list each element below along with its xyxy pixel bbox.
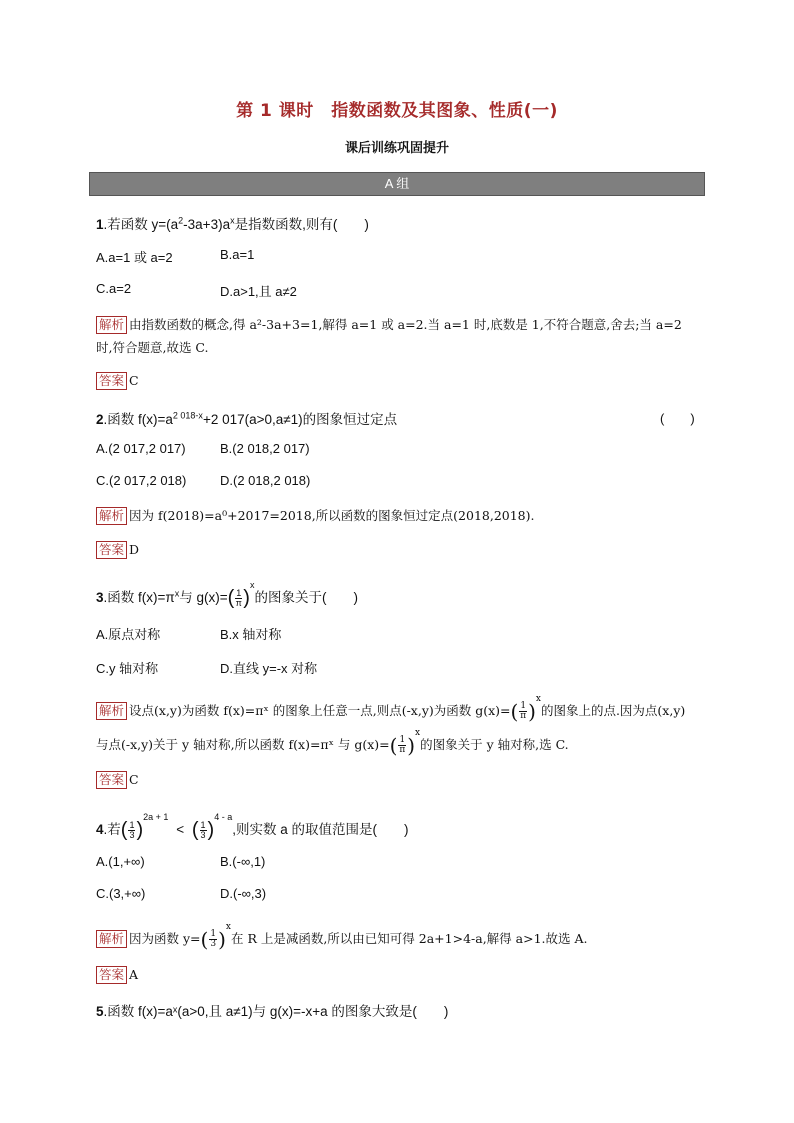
question-3: 3.函数 $f(x)=\pi^x$与 g(x)=( $\frac{1}{\pi}$ )$^x$的图象关于( ): [96, 580, 358, 609]
option-d[interactable]: D.直线 y=-x 对称: [220, 661, 318, 676]
question-number: 5: [96, 1004, 104, 1019]
answer-tag: 答案: [96, 541, 127, 559]
question-number: 4: [96, 822, 104, 837]
analysis-3: 解析 设点(x,y)为函数 f(x)=πˣ 的图象上任意一点,则点(-x,y)为函数 g(x)=( $\frac{1}{\pi}$ )$^x$的图象上的点.因为点(x,y): [96, 694, 685, 724]
option-d[interactable]: D.(2 018,2 018): [220, 473, 311, 488]
analysis-text: 由指数函数的概念,得 a²-3a+3=1,解得 a=1 或 a=2.当 a=1 时,底数是 1,不符合题意,舍去;当 a=2: [129, 317, 682, 332]
analysis-1: [96, 315, 682, 334]
analysis-1-cont: 时,符合题意,故选 C.: [96, 340, 209, 355]
question-text-part: .函数 f(x)=aˣ(a>0,且 a≠1)与 g(x)=-x+a 的图象大致是( ): [103, 1004, 449, 1019]
question-text-part: +2 017(a>0,a≠1)的图象恒过定点: [202, 412, 398, 427]
option-a[interactable]: A.a=1 或 a=2: [96, 250, 173, 265]
question-text-part: ,则实数 a 的取值范围是( ): [232, 822, 409, 837]
group-header: A 组: [89, 172, 705, 196]
question-text-part: 的图象关于( ): [254, 590, 358, 605]
question-text-part: -3a+3)a: [183, 217, 231, 232]
analysis-text: 因为函数 y=: [129, 931, 201, 946]
answer-value: C: [129, 772, 139, 787]
answer-value: D: [129, 542, 140, 557]
fraction: $\frac{1}{\pi}$: [235, 587, 242, 608]
question-text-part: .若: [103, 822, 121, 837]
question-number: 3: [96, 590, 104, 605]
analysis-text: 在 R 上是减函数,所以由已知可得 2a+1>4-a,解得 a>1.故选 A.: [230, 931, 588, 946]
option-c[interactable]: C.(2 017,2 018): [96, 473, 187, 488]
question-text-part: .函数 f(x)=a: [103, 412, 173, 427]
question-4: 4.若( $\frac{1}{3}$ )$^{2a + 1}$ < ( $\frac{1}{3}$ )$^{4 - a}$,则实数 a 的取值范围是( ): [96, 812, 409, 841]
answer-1: [96, 372, 139, 390]
answer-2: [96, 541, 139, 559]
question-number: 1: [96, 217, 104, 232]
question-number: 2: [96, 412, 104, 427]
exponent: 2 018-x: [172, 410, 203, 421]
option-b[interactable]: B.(-∞,1): [220, 854, 266, 869]
option-c[interactable]: C.y 轴对称: [96, 661, 159, 676]
answer-tag: 答案: [96, 771, 127, 789]
option-c[interactable]: C.a=2: [96, 281, 132, 296]
answer-tag: 答案: [96, 372, 127, 390]
option-b[interactable]: B.x 轴对称: [220, 627, 282, 642]
analysis-3-cont: 与点(-x,y)关于 y 轴对称,所以函数 f(x)=πˣ 与 g(x)=( $\frac{1}{\pi}$ )$^x$的图象关于 y 轴对称,选 C.: [96, 728, 569, 758]
question-text-part: 与 g(x)=: [179, 590, 228, 605]
analysis-text: 的图象上的点.因为点(x,y): [540, 703, 686, 718]
answer-value: A: [129, 967, 139, 982]
question-text-part: .若函数 y=(a: [103, 217, 179, 232]
question-text-part: 是指数函数,则有( ): [234, 217, 369, 232]
option-c[interactable]: C.(3,+∞): [96, 886, 146, 901]
option-a[interactable]: A.(1,+∞): [96, 854, 145, 869]
analysis-tag: 解析: [96, 316, 127, 334]
analysis-text: 设点(x,y)为函数 f(x)=πˣ 的图象上任意一点,则点(-x,y)为函数 g(x)=: [129, 703, 511, 718]
option-b[interactable]: B.(2 018,2 017): [220, 441, 310, 456]
analysis-text: 因为 f(2018)=a⁰+2017=2018,所以函数的图象恒过定点(2018,2018).: [129, 508, 535, 523]
page-subtitle: 课后训练巩固提升: [344, 141, 449, 156]
option-d[interactable]: D.(-∞,3): [220, 886, 267, 901]
analysis-2: [96, 506, 535, 525]
question-1: 1.若函数 $y=(a^2-3a+3)a^x$是指数函数,则有( ): [96, 215, 369, 232]
option-a[interactable]: A.(2 017,2 017): [96, 441, 186, 456]
answer-tag: 答案: [96, 966, 127, 984]
analysis-text: 的图象关于 y 轴对称,选 C.: [420, 737, 569, 752]
question-text-part: .函数 f(x)=π: [103, 590, 175, 605]
option-a[interactable]: A.原点对称: [96, 627, 161, 642]
answer-blank: ( ): [660, 411, 695, 426]
analysis-4: 解析 因为函数 y=( $\frac{1}{3}$ )$^x$在 R 上是减函数,所以由已知可得 2a+1>4-a,解得 a>1.故选 A.: [96, 922, 587, 952]
option-b[interactable]: B.a=1: [220, 247, 255, 262]
analysis-tag: 解析: [96, 507, 127, 525]
question-2: [96, 408, 397, 428]
answer-4: [96, 966, 138, 984]
page-title: 第 1 课时 指数函数及其图象、性质(一): [236, 101, 558, 121]
analysis-tag: 解析: [96, 930, 127, 948]
analysis-text: 与点(-x,y)关于 y 轴对称,所以函数 f(x)=πˣ 与 g(x)=: [96, 737, 390, 752]
analysis-tag: 解析: [96, 702, 127, 720]
question-5: [96, 1000, 448, 1020]
answer-3: [96, 771, 139, 789]
answer-value: C: [129, 373, 139, 388]
option-d[interactable]: D.a>1,且 a≠2: [220, 284, 297, 299]
